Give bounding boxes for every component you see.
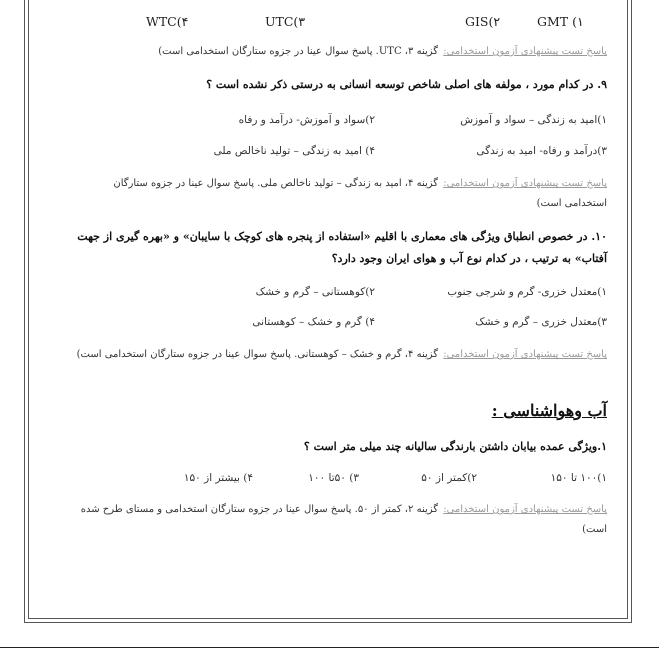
q10-answer (75, 345, 607, 365)
q9-answer-source: پاسخ تست پیشنهادی آزمون استخدامی: (443, 178, 607, 189)
q10-answer-source: پاسخ تست پیشنهادی آزمون استخدامی: (443, 349, 607, 360)
q9-option-3: ۳)درآمد و رفاه- امید به زندگی (476, 145, 607, 157)
q9-answer-text: گزینه ۴، امید به زندگی – تولید ناخالص ملی. پاسخ سوال عینا در جزوه ستارگان استخدامی است) (113, 178, 607, 209)
q1-option-2: ۲)کمتر از ۵۰ (421, 472, 477, 484)
q10-option-1: ۱)معتدل خزری- گرم و شرجی جنوب (447, 286, 607, 298)
q1-answer (75, 500, 607, 540)
q10-option-4: ۴) گرم و خشک – کوهستانی (252, 316, 375, 328)
q9-option-1: ۱)امید به زندگی – سواد و آموزش (460, 114, 607, 126)
prev-answer-source: پاسخ تست پیشنهادی آزمون استخدامی: (443, 46, 607, 57)
q10-answer-text: گزینه ۴، گرم و خشک – کوهستانی. پاسخ سوال عینا در جزوه ستارگان استخدامی است) (76, 349, 439, 360)
q1-option-1: ۱)۱۰۰ تا ۱۵۰ (550, 472, 607, 484)
q10-text: ۱۰. در خصوص انطباق ویژگی های معماری با اقلیم «استفاده از پنجره های کوچک با سایبان» و «بهره گیری از جهت آفتاب» به ترتیب ، در کدام نوع آب و هوای ایران وجود دارد؟ (77, 230, 607, 265)
q9-option-4: ۴) امید به زندگی – تولید ناخالص ملی (213, 145, 375, 157)
q1-option-4: ۴) بیشتر از ۱۵۰ (183, 472, 253, 484)
prev-answer (75, 42, 607, 62)
q1-answer-source: پاسخ تست پیشنهادی آزمون استخدامی: (443, 504, 607, 515)
prev-option-4: WTC(۴ (146, 14, 189, 29)
prev-option-1: GMT (۱ (537, 14, 584, 29)
prev-option-2: GIS(۲ (465, 14, 501, 29)
q10-option-3: ۳)معتدل خزری – گرم و خشک (475, 316, 607, 328)
prev-option-3: UTC(۳ (265, 14, 306, 29)
q1-option-3: ۳) ۵۰تا ۱۰۰ (308, 472, 359, 484)
section-title: آب وهواشناسی : (491, 401, 607, 420)
q10-option-2: ۲)کوهستانی – گرم و خشک (255, 286, 375, 298)
q9-text: ۹. در کدام مورد ، مولفه های اصلی شاخص توسعه انسانی به درستی ذکر نشده است ؟ (206, 78, 607, 91)
q1-text: ۱.ویژگی عمده بیابان داشتن بارندگی سالیانه چند میلی متر است ؟ (303, 440, 607, 453)
prev-answer-text: گزینه ۳، UTC. پاسخ سوال عینا در جزوه ستارگان استخدامی است) (158, 46, 439, 57)
q9-answer (75, 174, 607, 214)
q9-option-2: ۲)سواد و آموزش- درآمد و رفاه (238, 114, 375, 126)
q1-answer-text: گزینه ۲، کمتر از ۵۰. پاسخ سوال عینا در جزوه ستارگان استخدامی و مستای طرح شده است) (80, 504, 607, 535)
page-bottom-rule (0, 647, 659, 648)
